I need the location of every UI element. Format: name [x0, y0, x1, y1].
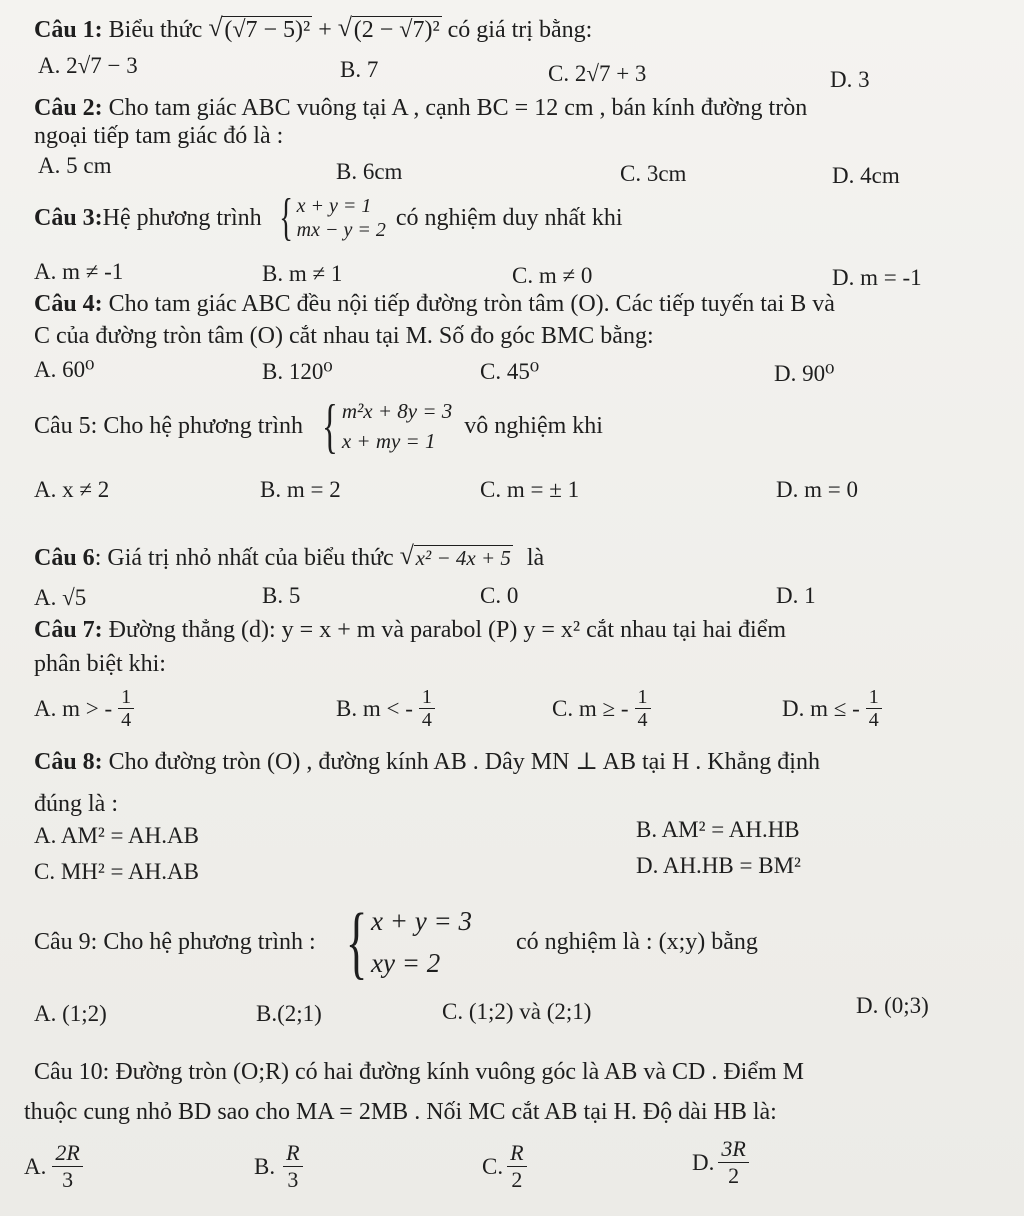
- q4-option-b: B. 120⁰: [262, 359, 333, 384]
- question-8-line-2: đúng là :: [34, 791, 118, 817]
- question-2-line-2: ngoại tiếp tam giác đó là :: [34, 123, 284, 149]
- fraction-num: 1: [866, 686, 882, 709]
- fraction-den: 4: [637, 709, 648, 731]
- q10-option-a-prefix: A.: [24, 1153, 47, 1179]
- q7-option-d: [782, 686, 882, 731]
- question-6-text-after: là: [526, 545, 545, 571]
- sqrt-expr-1: [208, 16, 312, 44]
- q9-option-d: D. (0;3): [856, 993, 929, 1018]
- question-8-label: Câu 8:: [34, 749, 103, 775]
- q4-option-d: D. 90⁰: [774, 361, 835, 386]
- q3-option-d: D. m = -1: [832, 265, 922, 290]
- q10-option-d-prefix: D.: [692, 1149, 715, 1175]
- question-7-label: Câu 7:: [34, 617, 103, 643]
- system-5-eq-2: x + my = 1: [341, 429, 436, 453]
- q9-option-a: A. (1;2): [34, 1001, 107, 1026]
- q4-option-c: C. 45⁰: [480, 359, 540, 384]
- q2-option-b: B. 6cm: [336, 159, 403, 184]
- question-9-text-before: Câu 9: Cho hệ phương trình :: [34, 929, 316, 955]
- q7-option-a-prefix: A. m > -: [34, 695, 113, 721]
- fraction: [283, 1140, 302, 1193]
- q8-option-d: D. AH.HB = BM²: [636, 853, 801, 878]
- question-8-line-1: Cho đường tròn (O) , đường kính AB . Dây MN ⊥ AB tại H . Khẳng định: [108, 749, 820, 775]
- fraction: [635, 686, 651, 731]
- question-7: [34, 616, 786, 644]
- system-9: [328, 896, 472, 987]
- q7-option-a: [34, 686, 134, 731]
- brace-icon: {: [278, 189, 293, 246]
- q7-option-c: [552, 686, 651, 731]
- fraction-num: 1: [419, 686, 435, 709]
- expr-1: (√7 − 5)²: [224, 17, 311, 43]
- q7-option-c-prefix: C. m ≥ -: [552, 695, 629, 721]
- question-4-line-2: C của đường tròn tâm (O) cắt nhau tại M. Số đo góc BMC bằng:: [34, 323, 654, 349]
- fraction-den: 2: [511, 1167, 523, 1192]
- q3-option-a: A. m ≠ -1: [34, 259, 124, 284]
- q1-option-b: B. 7: [340, 57, 379, 82]
- question-8: [34, 748, 820, 776]
- q6-option-d: D. 1: [776, 583, 816, 608]
- q7-option-b: [336, 686, 435, 731]
- q10-option-d: [692, 1136, 749, 1189]
- q10-option-a: [24, 1140, 83, 1193]
- question-10-line-2: thuộc cung nhỏ BD sao cho MA = 2MB . Nối MC cắt AB tại H. Độ dài HB là:: [24, 1099, 777, 1125]
- fraction-num: 3R: [718, 1136, 748, 1163]
- q5-option-c: C. m = ± 1: [480, 477, 580, 502]
- fraction-den: 2: [728, 1163, 740, 1188]
- question-3-label: Câu 3:: [34, 205, 103, 231]
- q2-option-d: D. 4cm: [832, 163, 900, 188]
- q8-option-c: C. MH² = AH.AB: [34, 859, 199, 884]
- q8-option-a: A. AM² = AH.AB: [34, 823, 199, 848]
- question-5: [34, 393, 603, 459]
- question-1-text-before: Biểu thức: [108, 17, 203, 43]
- q10-option-c: [482, 1140, 527, 1193]
- q9-option-b: B.(2;1): [256, 1001, 322, 1026]
- q10-option-b: [254, 1140, 303, 1193]
- question-5-text-before: Câu 5: Cho hệ phương trình: [34, 413, 304, 439]
- question-6-text-before: : Giá trị nhỏ nhất của biểu thức: [94, 545, 394, 571]
- q10-option-b-prefix: B.: [254, 1153, 276, 1179]
- question-1-label: Câu 1:: [34, 17, 103, 43]
- question-2-label: Câu 2:: [34, 95, 103, 121]
- question-3: [34, 189, 623, 246]
- expr-2: (2 − √7)²: [353, 17, 440, 43]
- question-7-line-1: Đường thẳng (d): y = x + m và parabol (P) y = x² cắt nhau tại hai điểm: [108, 617, 787, 643]
- q2-option-c: C. 3cm: [620, 161, 687, 186]
- question-9-text-after: có nghiệm là : (x;y) bằng: [515, 929, 758, 955]
- q8-option-b: B. AM² = AH.HB: [636, 817, 800, 842]
- fraction-num: 1: [118, 686, 134, 709]
- question-2-line-1: Cho tam giác ABC vuông tại A , cạnh BC = 12 cm , bán kính đường tròn: [108, 95, 808, 121]
- fraction-num: R: [507, 1140, 526, 1167]
- fraction-num: R: [283, 1140, 302, 1167]
- system-3-eq-1: x + y = 1: [296, 195, 372, 217]
- q6-option-a: A. √5: [34, 585, 87, 610]
- q1-option-a: A. 2√7 − 3: [38, 53, 138, 78]
- system-5: [309, 393, 453, 459]
- question-5-text-after: vô nghiệm khi: [464, 413, 603, 439]
- question-4-label: Câu 4:: [34, 291, 103, 317]
- question-2: [34, 94, 807, 122]
- fraction: [718, 1136, 748, 1189]
- fraction: [866, 686, 882, 731]
- question-3-text-after: có nghiệm duy nhất khi: [395, 205, 623, 231]
- question-6: [34, 544, 544, 572]
- q1-option-d: D. 3: [830, 67, 870, 92]
- q3-option-c: C. m ≠ 0: [512, 263, 593, 288]
- fraction-den: 4: [421, 709, 432, 731]
- question-10-line-1: Câu 10: Đường tròn (O;R) có hai đường kính vuông góc là AB và CD . Điểm M: [34, 1059, 804, 1085]
- fraction: [507, 1140, 526, 1193]
- q9-option-c: C. (1;2) và (2;1): [442, 999, 592, 1024]
- q6-option-c: C. 0: [480, 583, 519, 608]
- system-5-eq-1: m²x + 8y = 3: [341, 399, 453, 423]
- plus-sign: +: [318, 17, 332, 43]
- question-3-text-before: Hệ phương trình: [102, 205, 262, 231]
- system-9-eq-1: x + y = 3: [371, 906, 472, 936]
- question-9: [34, 896, 758, 987]
- system-3-eq-2: mx − y = 2: [296, 219, 386, 241]
- question-6-label: Câu 6: [34, 545, 95, 571]
- expr-6: x² − 4x + 5: [415, 546, 511, 570]
- fraction-num: 2R: [52, 1140, 82, 1167]
- fraction: [419, 686, 435, 731]
- q10-option-c-prefix: C.: [482, 1153, 504, 1179]
- question-4: [34, 290, 835, 318]
- fraction: [118, 686, 134, 731]
- q6-option-b: B. 5: [262, 583, 301, 608]
- q5-option-a: A. x ≠ 2: [34, 477, 110, 502]
- question-1: [34, 16, 592, 44]
- fraction-den: 4: [121, 709, 132, 731]
- brace-icon: {: [321, 393, 338, 459]
- question-7-line-2: phân biệt khi:: [34, 651, 166, 677]
- sqrt-expr-6: [400, 544, 513, 572]
- q1-option-c: C. 2√7 + 3: [548, 61, 647, 86]
- question-1-text-after: có giá trị bằng:: [447, 17, 593, 43]
- fraction-den: 4: [868, 709, 879, 731]
- system-3: [268, 189, 386, 246]
- q7-option-b-prefix: B. m < -: [336, 695, 413, 721]
- fraction-num: 1: [635, 686, 651, 709]
- q5-option-d: D. m = 0: [776, 477, 858, 502]
- fraction: [52, 1140, 82, 1193]
- fraction-den: 3: [287, 1167, 299, 1192]
- q3-option-b: B. m ≠ 1: [262, 261, 343, 286]
- q7-option-d-prefix: D. m ≤ -: [782, 695, 860, 721]
- question-4-line-1: Cho tam giác ABC đều nội tiếp đường tròn tâm (O). Các tiếp tuyến tai B và: [108, 291, 835, 317]
- fraction-den: 3: [62, 1167, 74, 1192]
- q2-option-a: A. 5 cm: [38, 153, 112, 178]
- brace-icon: {: [345, 896, 368, 987]
- q4-option-a: A. 60⁰: [34, 357, 95, 382]
- sqrt-expr-2: [338, 16, 442, 44]
- system-9-eq-2: xy = 2: [371, 948, 441, 978]
- q5-option-b: B. m = 2: [260, 477, 341, 502]
